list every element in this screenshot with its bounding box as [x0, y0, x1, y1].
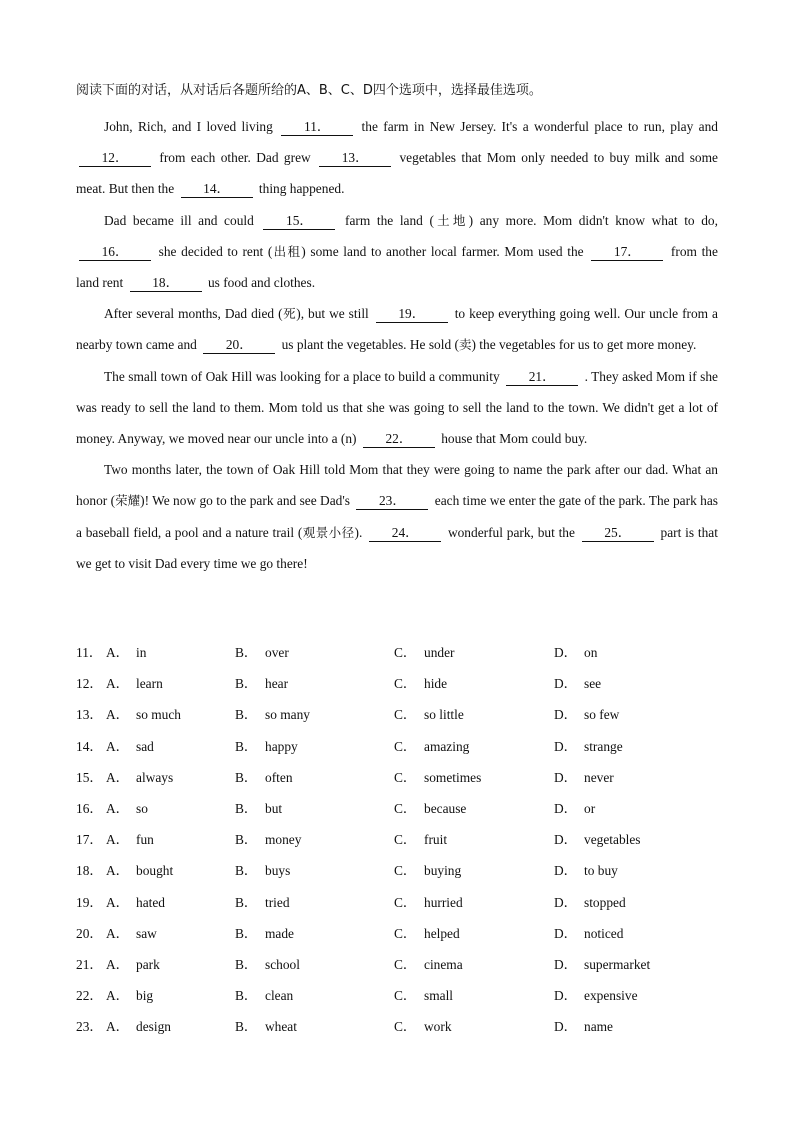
- option-letter: B．: [235, 832, 258, 848]
- passage-text: Dad became ill and could: [104, 212, 254, 228]
- option-letter: A．: [106, 800, 130, 816]
- option-choice[interactable]: [106, 953, 160, 977]
- option-letter: A．: [106, 832, 130, 848]
- option-text: school: [265, 956, 300, 972]
- option-text: because: [424, 800, 467, 816]
- option-text: sad: [136, 738, 154, 754]
- option-text: in: [136, 645, 147, 660]
- option-text: or: [584, 800, 596, 816]
- option-letter: C．: [394, 894, 417, 910]
- question-row: [76, 1015, 726, 1046]
- blank-12: 12．: [79, 150, 151, 167]
- question-number: 15．: [76, 769, 103, 785]
- option-text: work: [424, 1019, 452, 1035]
- question-number: 22．: [76, 988, 103, 1004]
- passage-text: ) any more. Mom didn't know what to do,: [468, 212, 718, 228]
- option-text: learn: [136, 676, 163, 692]
- option-letter: C．: [394, 832, 417, 848]
- option-choice[interactable]: [394, 703, 464, 727]
- option-choice[interactable]: [235, 797, 282, 821]
- option-letter: B．: [235, 894, 258, 910]
- option-choice[interactable]: [235, 1015, 297, 1039]
- option-letter: C．: [394, 738, 417, 754]
- option-letter: C．: [394, 769, 417, 785]
- blank-21: 21．: [506, 369, 578, 386]
- passage-text: ).: [354, 524, 363, 540]
- option-text: saw: [136, 925, 157, 941]
- option-letter: A．: [106, 894, 130, 910]
- option-text: so few: [584, 707, 620, 723]
- option-choice[interactable]: [235, 953, 300, 977]
- option-text: so: [136, 800, 148, 816]
- option-choice[interactable]: [394, 984, 453, 1008]
- passage-text: ) some land to another local farmer. Mom used the: [301, 243, 584, 259]
- question-row: [76, 672, 726, 703]
- option-text: strange: [584, 738, 623, 754]
- option-letter: C．: [394, 707, 417, 723]
- option-text: name: [584, 1019, 613, 1035]
- blank-23: 23．: [356, 493, 428, 510]
- option-text: often: [265, 769, 293, 785]
- passage-text: . They asked Mom if she was ready to sell the land to them. Mom told us that she was going to sell the land to the town. We didn't get a lot of money. Anyway, we moved near our uncle into a (n): [76, 368, 718, 447]
- question-number: 18．: [76, 863, 103, 879]
- option-choice[interactable]: [394, 859, 461, 883]
- option-letter: B．: [235, 863, 258, 879]
- question-number: 17．: [76, 832, 103, 848]
- option-choice[interactable]: [235, 859, 290, 883]
- paragraph-4: [76, 361, 718, 455]
- option-text: so many: [265, 707, 311, 723]
- option-text: park: [136, 956, 160, 972]
- option-text: buying: [424, 863, 462, 879]
- passage-text: )! We now go to the park and see Dad's: [140, 493, 350, 509]
- option-choice[interactable]: [106, 703, 181, 727]
- option-text: helped: [424, 925, 460, 941]
- option-text: fun: [136, 832, 154, 848]
- question-number: 20．: [76, 925, 103, 941]
- option-text: cinema: [424, 956, 463, 972]
- option-choice[interactable]: [235, 766, 293, 790]
- question-row: [76, 859, 726, 890]
- option-letter: B．: [235, 925, 258, 941]
- option-letter: D．: [554, 894, 578, 910]
- option-letter: C．: [394, 645, 417, 660]
- blank-20: 20．: [203, 337, 275, 354]
- option-choice[interactable]: [394, 766, 481, 790]
- option-text: hear: [265, 676, 289, 692]
- option-choice[interactable]: [235, 735, 298, 759]
- option-choice[interactable]: [554, 984, 638, 1008]
- option-choice[interactable]: [554, 766, 614, 790]
- option-choice[interactable]: [554, 1015, 613, 1039]
- option-text: design: [136, 1019, 171, 1035]
- option-text: wheat: [265, 1019, 297, 1035]
- option-choice[interactable]: [106, 797, 148, 821]
- option-letter: B．: [235, 769, 258, 785]
- blank-14: 14．: [181, 181, 253, 198]
- passage-text: thing happened.: [258, 181, 345, 197]
- question-row: [76, 922, 726, 953]
- option-letter: C．: [394, 676, 417, 692]
- option-letter: B．: [235, 988, 258, 1004]
- question-row: [76, 703, 726, 734]
- passage-text: After several months, Dad died (: [104, 306, 283, 322]
- blank-24: 24．: [369, 525, 441, 542]
- option-text: clean: [265, 988, 294, 1004]
- option-text: made: [265, 925, 294, 941]
- option-choice[interactable]: [235, 828, 301, 852]
- option-text: buys: [265, 863, 291, 879]
- option-choice[interactable]: [106, 984, 153, 1008]
- passage-text: she decided to rent (: [158, 243, 273, 259]
- option-choice[interactable]: [554, 859, 618, 883]
- option-letter: A．: [106, 645, 130, 660]
- option-letter: D．: [554, 832, 578, 848]
- option-text: happy: [265, 738, 298, 754]
- question-number: 21．: [76, 956, 103, 972]
- option-choice[interactable]: [235, 672, 288, 696]
- passage-text: part is that we get to visit Dad every time we go there!: [76, 524, 718, 571]
- option-letter: C．: [394, 863, 417, 879]
- option-text: noticed: [584, 925, 624, 941]
- option-text: stopped: [584, 894, 626, 910]
- option-letter: D．: [554, 863, 578, 879]
- option-choice[interactable]: [554, 735, 623, 759]
- option-text: expensive: [584, 988, 638, 1004]
- chinese-gloss: 土地: [433, 212, 469, 228]
- option-letter: B．: [235, 707, 258, 723]
- option-text: small: [424, 988, 454, 1004]
- option-choice[interactable]: [394, 953, 463, 977]
- option-choice[interactable]: [554, 922, 623, 946]
- question-row: [76, 891, 726, 922]
- blank-22: 22．: [363, 431, 435, 448]
- passage-text: from the land rent: [76, 243, 718, 291]
- question-row: [76, 953, 726, 984]
- option-letter: C．: [394, 1019, 417, 1035]
- blank-17: 17．: [591, 244, 663, 261]
- option-text: fruit: [424, 832, 448, 848]
- option-text: over: [265, 645, 289, 660]
- option-letter: D．: [554, 925, 578, 941]
- option-text: money: [265, 832, 302, 848]
- blank-19: 19．: [376, 306, 448, 323]
- option-choice[interactable]: [106, 922, 157, 946]
- chinese-gloss: 死: [282, 306, 297, 322]
- option-choice[interactable]: [106, 1015, 171, 1039]
- option-letter: C．: [394, 800, 417, 816]
- question-row: [76, 828, 726, 859]
- passage-text: John, Rich, and I loved living: [104, 119, 273, 134]
- option-letter: C．: [394, 956, 417, 972]
- option-choice[interactable]: [554, 703, 619, 727]
- option-letter: D．: [554, 645, 578, 660]
- option-text: vegetables: [584, 832, 641, 848]
- passage-text: the farm in New Jersey. It's a wonderful place to run, play and: [361, 119, 718, 134]
- passage-text: Two months later, the town of Oak Hill told Mom that they were going to name the park after our dad. What an honor (: [76, 462, 718, 509]
- option-text: never: [584, 769, 614, 785]
- option-text: hated: [136, 894, 165, 910]
- option-letter: C．: [394, 925, 417, 941]
- passage-text: wonderful park, but the: [447, 524, 575, 540]
- passage-text: from each other. Dad grew: [159, 150, 311, 166]
- option-text: but: [265, 800, 283, 816]
- question-row: [76, 735, 726, 766]
- option-choice[interactable]: [554, 672, 601, 696]
- cloze-passage: [76, 111, 718, 579]
- option-letter: B．: [235, 676, 258, 692]
- passage-text: ), but we still: [296, 306, 369, 322]
- option-text: so little: [424, 707, 464, 723]
- option-letter: D．: [554, 738, 578, 754]
- option-letter: D．: [554, 988, 578, 1004]
- option-choice[interactable]: [554, 641, 597, 665]
- option-choice[interactable]: [235, 891, 290, 915]
- option-choice[interactable]: [394, 922, 460, 946]
- option-choice[interactable]: [394, 828, 447, 852]
- option-letter: D．: [554, 1019, 578, 1035]
- option-letter: B．: [235, 800, 258, 816]
- option-choice[interactable]: [106, 828, 154, 852]
- option-letter: D．: [554, 676, 578, 692]
- passage-text: The small town of Oak Hill was looking for a place to build a community: [104, 368, 500, 384]
- option-text: sometimes: [424, 769, 482, 785]
- option-letter: A．: [106, 925, 130, 941]
- option-text: bought: [136, 863, 174, 879]
- question-number: 11．: [76, 645, 103, 660]
- chinese-gloss: 卖: [458, 337, 472, 353]
- question-row: [76, 797, 726, 828]
- option-choice[interactable]: [106, 641, 146, 665]
- option-choice[interactable]: [106, 735, 154, 759]
- option-letter: B．: [235, 1019, 258, 1035]
- option-choice[interactable]: [554, 828, 641, 852]
- option-letter: D．: [554, 769, 578, 785]
- option-text: see: [584, 676, 602, 692]
- question-number: 23．: [76, 1019, 103, 1035]
- passage-text: us plant the vegetables. He sold (: [281, 337, 459, 353]
- passage-text: each time we enter the gate of the park. The park has a baseball field, a pool and a nature trail (: [76, 493, 718, 540]
- paragraph-5: [76, 454, 718, 579]
- option-letter: A．: [106, 988, 130, 1004]
- option-choice[interactable]: [394, 641, 455, 665]
- blank-11: 11．: [281, 119, 353, 136]
- option-choice[interactable]: [394, 735, 469, 759]
- passage-text: house that Mom could buy.: [441, 431, 588, 447]
- option-text: so much: [136, 707, 182, 723]
- chinese-gloss: 出租: [272, 243, 302, 259]
- option-choice[interactable]: [235, 641, 289, 665]
- option-letter: D．: [554, 800, 578, 816]
- option-letter: C．: [394, 988, 417, 1004]
- option-text: always: [136, 769, 174, 785]
- option-choice[interactable]: [106, 766, 173, 790]
- option-letter: B．: [235, 645, 258, 660]
- option-letter: A．: [106, 707, 130, 723]
- option-letter: B．: [235, 956, 258, 972]
- blank-18: 18．: [130, 275, 202, 292]
- option-choice[interactable]: [554, 891, 626, 915]
- question-row: [76, 641, 726, 672]
- option-letter: A．: [106, 738, 130, 754]
- option-text: on: [584, 645, 598, 660]
- option-choice[interactable]: [235, 984, 293, 1008]
- option-choice[interactable]: [235, 922, 294, 946]
- answer-options: [76, 641, 726, 1046]
- option-text: supermarket: [584, 956, 651, 972]
- option-text: big: [136, 988, 154, 1004]
- question-row: [76, 984, 726, 1015]
- passage-text: farm the land (: [345, 212, 434, 228]
- question-number: 14．: [76, 738, 103, 754]
- option-text: under: [424, 645, 455, 660]
- option-choice[interactable]: [106, 891, 165, 915]
- option-text: hurried: [424, 894, 463, 910]
- paragraph-2: [76, 205, 718, 299]
- question-row: [76, 766, 726, 797]
- blank-16: 16．: [79, 244, 151, 261]
- option-text: hide: [424, 676, 448, 692]
- passage-text: vegetables that Mom only needed to buy milk and some meat. But then the: [76, 150, 718, 197]
- blank-15: 15．: [263, 213, 335, 230]
- option-letter: D．: [554, 956, 578, 972]
- option-letter: D．: [554, 707, 578, 723]
- question-number: 19．: [76, 894, 103, 910]
- question-number: 16．: [76, 800, 103, 816]
- question-number: 13．: [76, 707, 103, 723]
- paragraph-3: [76, 298, 718, 360]
- option-letter: A．: [106, 676, 130, 692]
- option-choice[interactable]: [394, 891, 463, 915]
- chinese-gloss: 荣耀: [115, 493, 141, 509]
- option-choice[interactable]: [394, 1015, 452, 1039]
- option-letter: A．: [106, 956, 130, 972]
- option-letter: A．: [106, 769, 130, 785]
- chinese-gloss: 观景小径: [302, 524, 355, 540]
- blank-25: 25．: [582, 525, 654, 542]
- option-choice[interactable]: [554, 797, 595, 821]
- option-letter: A．: [106, 1019, 130, 1035]
- option-choice[interactable]: [106, 859, 173, 883]
- option-choice[interactable]: [106, 672, 163, 696]
- option-choice[interactable]: [554, 953, 650, 977]
- option-choice[interactable]: [235, 703, 310, 727]
- paragraph-1: [76, 111, 718, 205]
- passage-text: ) the vegetables for us to get more money.: [471, 337, 697, 353]
- option-text: tried: [265, 894, 290, 910]
- option-choice[interactable]: [394, 672, 447, 696]
- option-letter: B．: [235, 738, 258, 754]
- option-text: amazing: [424, 738, 470, 754]
- option-text: to buy: [584, 863, 618, 879]
- option-letter: A．: [106, 863, 130, 879]
- option-choice[interactable]: [394, 797, 466, 821]
- question-number: 12．: [76, 676, 103, 692]
- passage-text: us food and clothes.: [207, 275, 316, 291]
- passage-text: to keep everything going well. Our uncle from a nearby town came and: [76, 306, 718, 353]
- instruction-text: 阅读下面的对话，从对话后各题所给的A、B、C、D四个选项中，选择最佳选项。: [76, 83, 542, 98]
- blank-13: 13．: [319, 150, 391, 167]
